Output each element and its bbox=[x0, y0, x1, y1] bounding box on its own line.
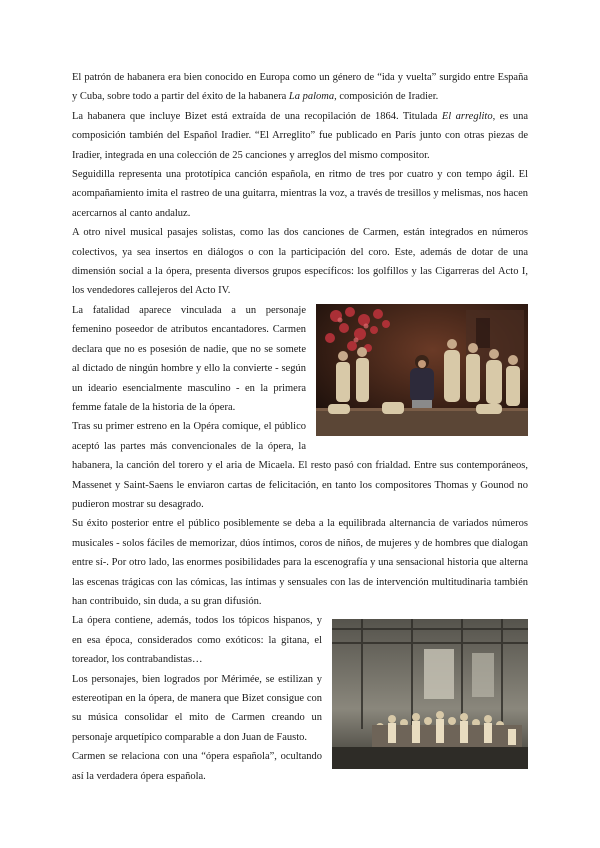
paragraph-opera-espanola: Carmen se relaciona con una “ópera española”, ocultando así la verdadera ópera española. bbox=[72, 751, 322, 782]
paragraph-niveles-musicales: A otro nivel musical pasajes solistas, como las dos canciones de Carmen, están integrados en números colectivos, ya sea insertos en diálogos o con la participación del coro. Este, además de dotar de una dimensión social a la ópera, presenta diversos grupos específicos: los golfillos y las Cigarreras del Acto I, los vendedores callejeros del Acto IV. bbox=[72, 227, 528, 297]
paragraph-exito-posterior-intro: Su éxito posterior entre el público posiblemente se deba a la equilibrada alternancia de variados números musicales - solos fáciles de memorizar, dúos íntimos, coros de niños, de mujeres y de hombres que dialogan entre sí-. Por otro lado, las enormes posibilidades para la escenografía y una sensacional historia que alterna las escenas trágicas con las cómicas, las íntimas y sensuales con las de intervención multitudinaria también han contribuido, sin duda, a su gran difusión. bbox=[72, 518, 528, 607]
paragraph-habanera-intro: El patrón de habanera era bien conocido en Europa como un género de “ida y vuelta” surgido entre España y Cuba, sobre todo a partir del éxito de la habanera La paloma, composición de Iradier. bbox=[72, 72, 528, 103]
paragraph-topicos-hispanos: La ópera contiene, además, todos los tópicos hispanos, y en esa época, considerados como exóticos: la gitana, el toreador, los contrabandistas… bbox=[72, 615, 322, 666]
photo-carmen-factory-scene bbox=[332, 619, 528, 769]
paragraph-seguidilla: Seguidilla representa una prototípica canción española, en ritmo de tres por cuatro y con tempo ágil. El acompañamiento imita el rastreo de una guitarra, mientras la voz, a través de tresillos y melismas, nos hacen acercarnos al canto andaluz. bbox=[72, 169, 528, 219]
paragraph-fatalidad: La fatalidad aparece vinculada a un personaje femenino poseedor de atributos encantadores. Carmen declara que no es posesión de nadie, que no se somete al dictado de ningún hombre y ello la convierte - según un ideario esencialmente masculino - en la primera femme fatale de la historia de la ópera. bbox=[72, 304, 306, 413]
title-la-paloma: La paloma bbox=[288, 91, 335, 103]
body-text bbox=[72, 68, 528, 786]
title-el-arreglito: El arreglito bbox=[441, 110, 493, 122]
photo-carmen-stage-scene bbox=[316, 304, 528, 436]
paragraph-personajes: Los personajes, bien logrados por Mérimée, se estilizan y estereotipan en la ópera, de manera que Bizet consigue con su música consolidar el mito de Carmen creando un personaje arquetípico comparable a don Juan de Fausto. bbox=[72, 673, 322, 743]
paragraph-arreglito: La habanera que incluye Bizet está extraída de una recopilación de 1864. Titulada El arreglito, es una composición también del Español Iradier. “El Arreglito” fue publicado en París junto con otras piezas de Iradier, integrada en una colección de 25 canciones y arreglos del mismo compositor. bbox=[72, 110, 528, 161]
paragraph-estreno: Tras su primer estreno en la Opéra comique, el público aceptó las partes más convencionales de la ópera, la habanera, la canción del torero y el aria de Micaela. El resto pasó con frialdad. Entre sus contemporáneos, Massenet y Saint-Saens le enviaron cartas de felicitación, en tanto los compositores Thomas y Gounod no pudieron mostrar su desagrado. bbox=[72, 421, 528, 510]
